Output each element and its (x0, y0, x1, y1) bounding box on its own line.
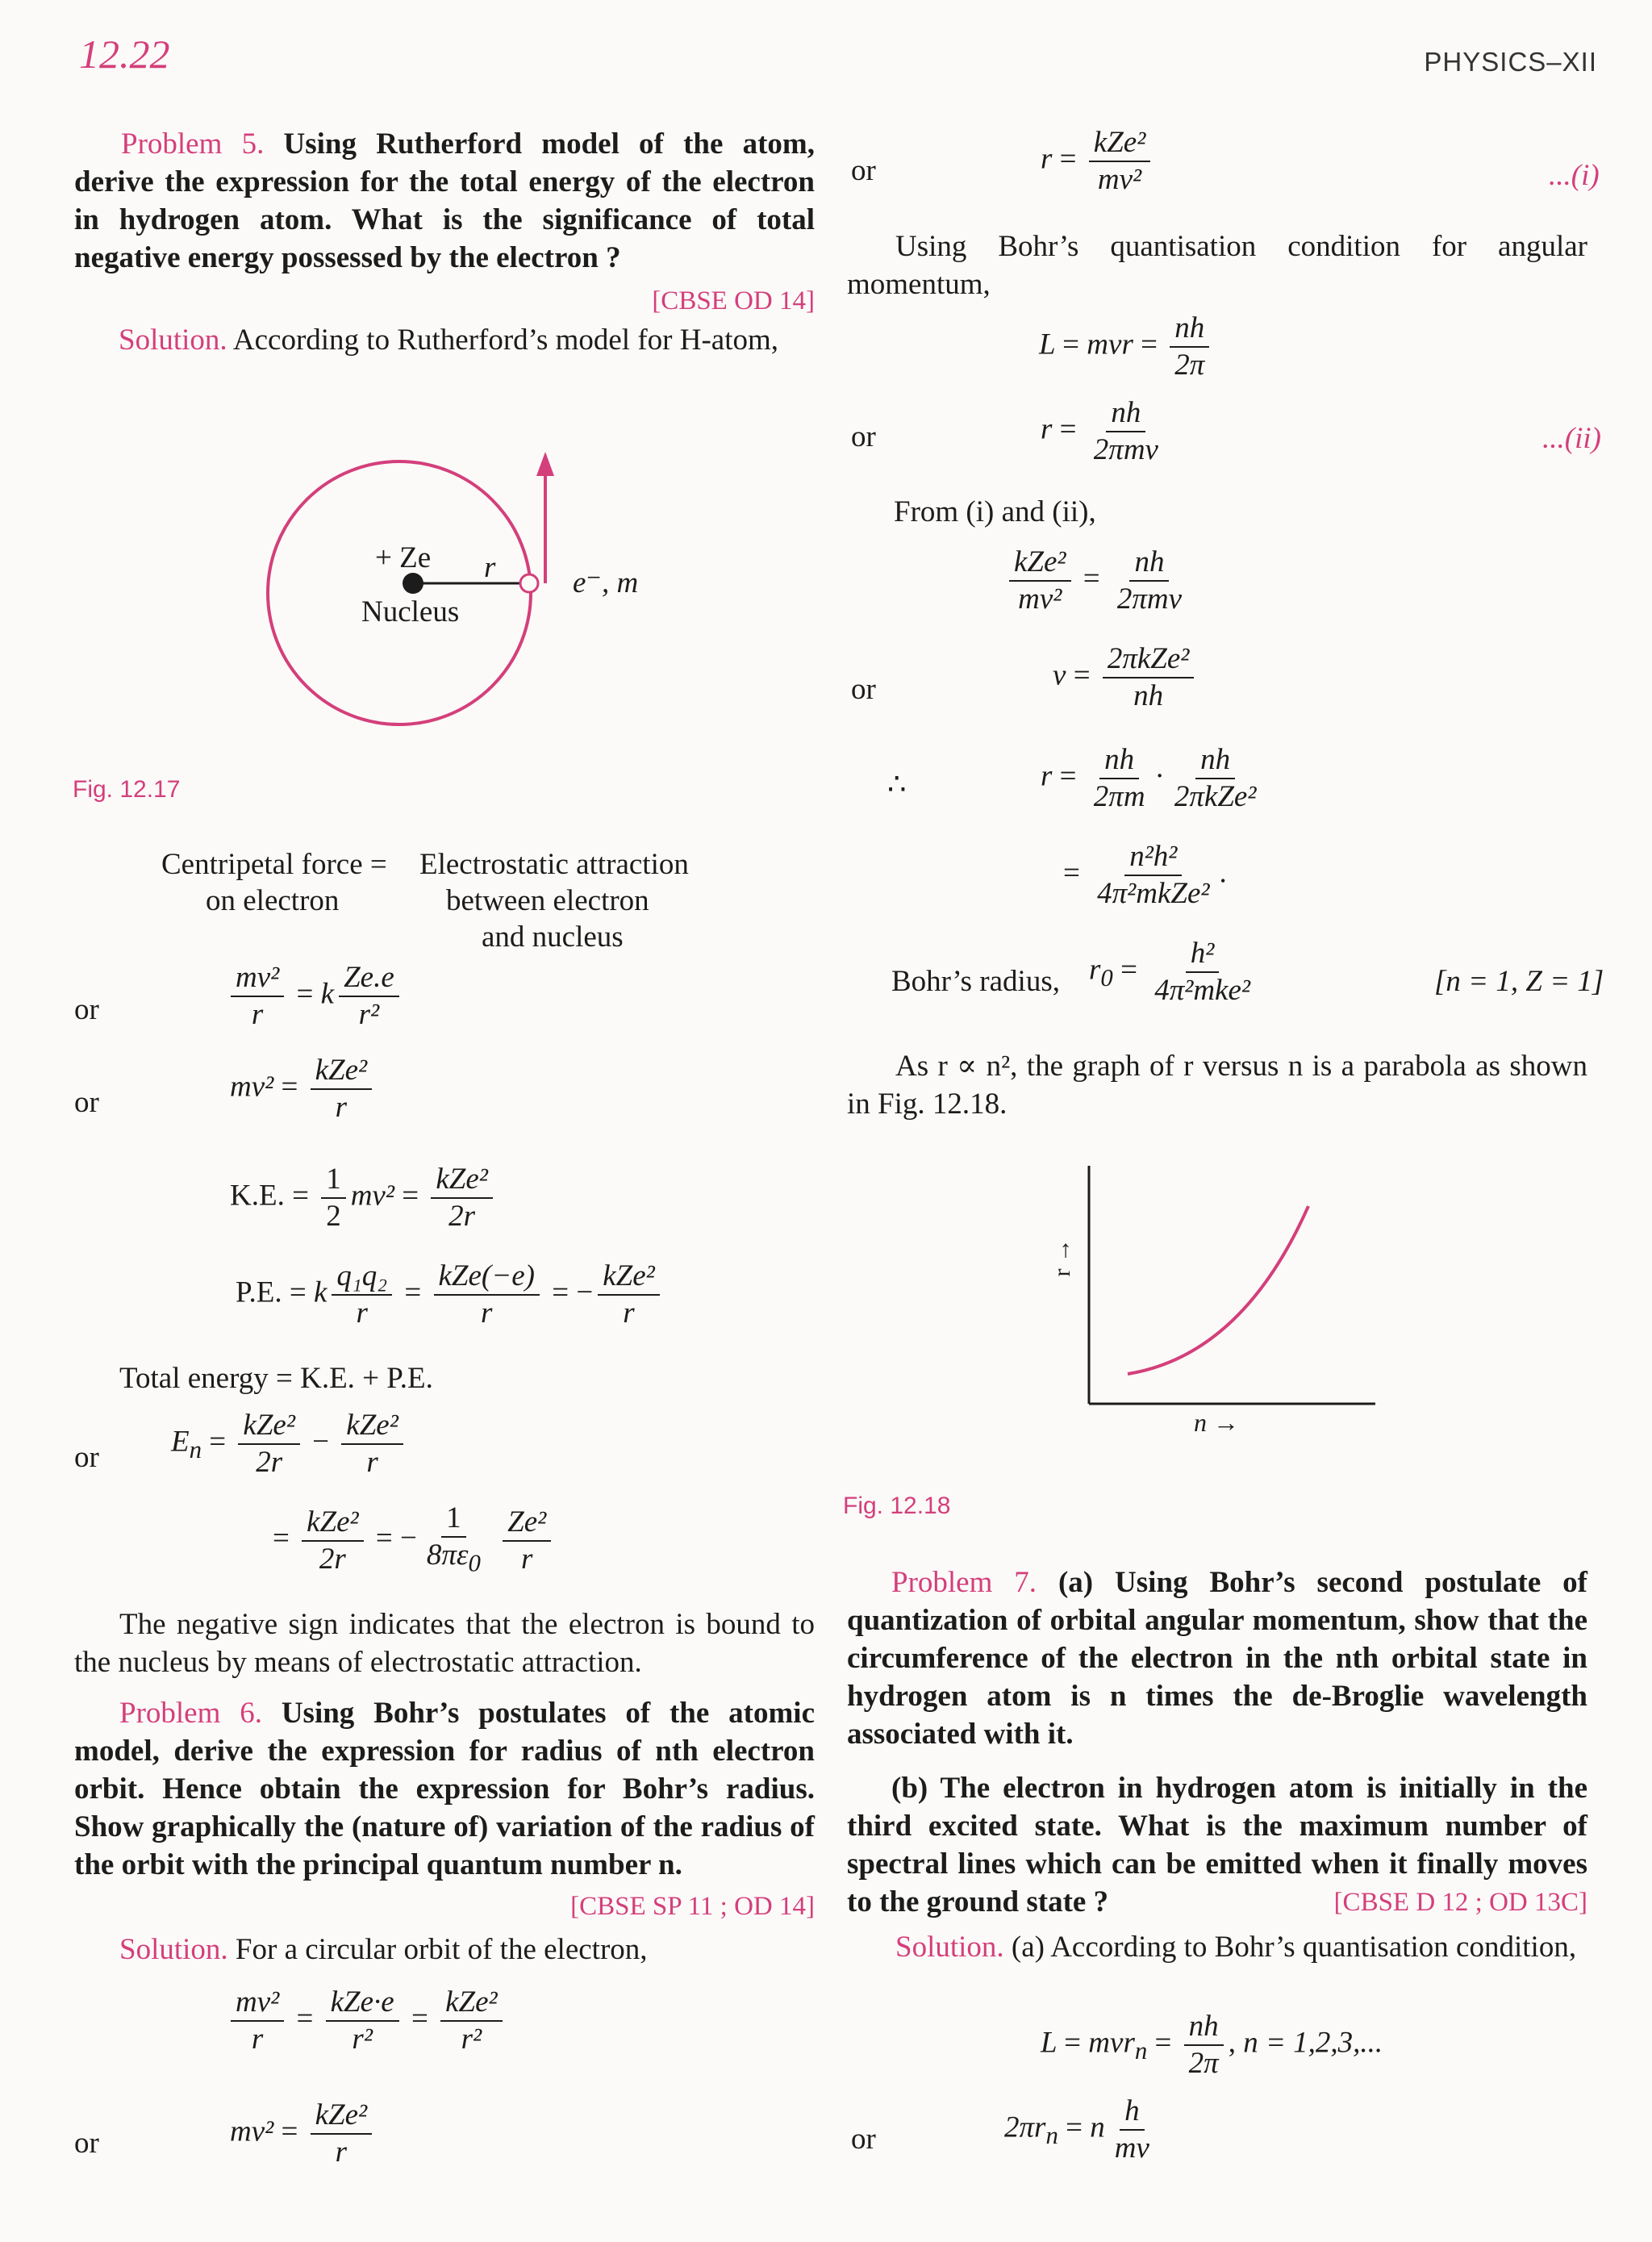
or-label: or (851, 2123, 876, 2156)
solution-label: Solution. (119, 324, 227, 357)
velocity-equation: v = $\frac{\text{2πkZe²}}{nh}$ (1053, 641, 1199, 714)
problem-6-question: Using Bohr’s postulates of the atomic model, derive the expression for radius of nth electron orbit. Hence obtain the expression for Bohr’s radius. Show graphically the (nature of) variation of the radius of the orbit with the principal quantum number n. (74, 1697, 815, 1881)
problem-7-solution-intro (847, 1928, 1587, 1966)
problem-7-label: Problem 7. (891, 1566, 1037, 1599)
or-label: or (851, 673, 876, 706)
ke-label: K.E. (230, 1179, 285, 1213)
y-axis-label: r → (1049, 1238, 1075, 1277)
equation-number-i: ...(i) (1549, 159, 1600, 192)
force-equation: $\frac{\text{mv²}}{r}$ = k $\frac{Ze.e}{\text{r²}}$ (226, 960, 404, 1033)
radius-result: = $\frac{\text{n²h²}}{\text{4π²mkZe²}}$ . (1063, 840, 1227, 910)
bohr-radius-equation: $r_0$ = $\frac{\text{h²}}{\text{4π²mke²}}$ (1089, 937, 1250, 1007)
on-electron-text: on electron (206, 884, 340, 917)
problem-6-statement (74, 1694, 815, 1884)
equation-number-ii: ...(ii) (1542, 422, 1601, 455)
x-axis-label: n → (1194, 1408, 1239, 1437)
circular-orbit-equation: $\frac{\text{mv²}}{r}$ = $\frac{\text{kZe·e}}{\text{r²}}$ = $\frac{\text{kZe²}}{\text{r²}}$ (226, 1985, 507, 2057)
bohr-radius-condition: [n = 1, Z = 1] (1434, 965, 1604, 998)
solution-text: For a circular orbit of the electron, (235, 1933, 648, 1966)
problem-5-statement (74, 125, 815, 277)
quantisation-range: n = 1,2,3,... (1243, 2026, 1383, 2060)
electron-label: e⁻, m (573, 566, 639, 599)
or-label: or (74, 1441, 99, 1474)
problem-5-question: Using Rutherford model of the atom, derive the expression for the total energy of the electron in hydrogen atom. What is the significance of total negative energy possessed by the electron ? (74, 127, 815, 274)
total-energy-equation: $E_n$ = $\frac{\text{kZe²}}{2r}$ − $\frac{\text{kZe²}}{r}$ (171, 1408, 408, 1480)
electron-dot (520, 574, 538, 592)
centripetal-force-text: Centripetal force = (161, 848, 387, 881)
therefore-symbol: ∴ (887, 768, 907, 801)
and-nucleus-text: and nucleus (482, 921, 624, 954)
pe-label: P.E. (236, 1275, 282, 1309)
solution-text: According to Rutherford’s model for H-atom, (232, 324, 779, 357)
page-number: 12.22 (79, 31, 170, 77)
problem-7-part-a (847, 1564, 1587, 1753)
problem-7-part-b: (b) The electron in hydrogen atom is initially in the third excited state. What is the maximum number of spectral lines which can be emitted when it finally moves to the ground state ? (847, 1772, 1587, 1918)
electrostatic-attraction-text: Electrostatic attraction (419, 848, 689, 881)
problem-6-label: Problem 6. (119, 1697, 262, 1730)
radius-equation-ii: r = $\frac{nh}{\text{2πmv}}$ (1041, 396, 1158, 466)
radius-label: r (484, 551, 496, 584)
problem-5-ref: [CBSE OD 14] (652, 286, 815, 315)
combined-equation: $\frac{\text{kZe²}}{\text{mv²}}$ = $\frac{nh}{\text{2πmv}}$ (1004, 545, 1191, 617)
fig-12-17-caption: Fig. 12.17 (73, 776, 181, 803)
problem-6-solution-intro (119, 1931, 813, 1969)
radius-equation-i: r = $\frac{\text{kZe²}}{\text{mv²}}$ (1041, 125, 1155, 198)
mv2-equation-2: mv² = $\frac{\text{kZe²}}{r}$ (230, 2098, 377, 2170)
solution-label: Solution. (119, 1933, 228, 1966)
velocity-arrowhead (536, 452, 554, 476)
fig-12-18-caption: Fig. 12.18 (843, 1493, 951, 1519)
nucleus-label: Nucleus (361, 595, 460, 628)
or-label: or (74, 2127, 99, 2160)
or-label: or (74, 1086, 99, 1119)
total-energy-result: = $\frac{\text{kZe²}}{2r}$ = − $\frac{1}{8\pi\varepsilon_0}$ $\frac{\text{Ze²}}{r}$ (273, 1501, 556, 1580)
bohr-radius-label: Bohr’s radius, (891, 965, 1060, 998)
running-head: PHYSICS–XII (1424, 47, 1597, 77)
electron-orbit (268, 461, 531, 724)
quantisation-equation: L = mvr$_n$ = $\frac{nh}{2\pi}$ , n = 1,2,3,... (1041, 2010, 1383, 2080)
negative-sign-conclusion: The negative sign indicates that the electron is bound to the nucleus by means of electrostatic attraction. (74, 1608, 815, 1679)
solution-text: (a) According to Bohr’s quantisation condition, (1011, 1931, 1577, 1964)
angular-momentum-equation: L = mvr = $\frac{nh}{2\pi}$ (1039, 311, 1214, 383)
total-energy-text: Total energy = K.E. + P.E. (119, 1362, 433, 1395)
solution-label: Solution. (895, 1931, 1004, 1964)
problem-5-label: Problem 5. (121, 127, 265, 161)
potential-energy-equation: P.E. = k $\frac{\text{q₁q₂}}{r}$ = $\frac{\text{kZe(−e)}}{r}$ = − $\frac{\text{kZe²}}{r}$ (236, 1259, 665, 1331)
graph-description: As r ∝ n², the graph of r versus n is a parabola as shown in Fig. 12.18. (847, 1050, 1587, 1121)
radius-vs-n-graph (1049, 1162, 1404, 1428)
kinetic-energy-equation: K.E. = $\frac{1}{2}$ mv² = $\frac{\text{kZe²}}{2r}$ (230, 1162, 498, 1234)
or-label: or (851, 154, 876, 187)
problem-6-ref: [CBSE SP 11 ; OD 14] (570, 1892, 815, 1921)
problem-5-solution-intro (74, 321, 815, 359)
problem-7-ref: [CBSE D 12 ; OD 13C] (1333, 1888, 1587, 1917)
quantisation-condition-text: Using Bohr’s quantisation condition for angular momentum, (847, 230, 1587, 301)
between-electron-text: between electron (446, 884, 649, 917)
from-i-ii-text: From (i) and (ii), (894, 495, 1096, 528)
problem-7-question-a: (a) Using Bohr’s second postulate of quantization of orbital angular momentum, show that the circumference of the electron in the nth orbital state in hydrogen atom is n times the de-Broglie wavelength associated with it. (847, 1566, 1588, 1751)
parabola-curve (1128, 1206, 1308, 1374)
circumference-equation: $2\pi r_n = n$ $\frac{h}{mv}$ (1004, 2094, 1149, 2165)
radius-substitution: r = $\frac{nh}{2\pi m}$ · $\frac{nh}{\text{2πkZe²}}$ (1041, 743, 1257, 813)
nucleus-charge-label: + Ze (375, 541, 432, 574)
or-label: or (74, 993, 99, 1026)
or-label: or (851, 420, 876, 453)
mv2-equation: mv² = $\frac{\text{kZe²}}{r}$ (230, 1053, 377, 1125)
